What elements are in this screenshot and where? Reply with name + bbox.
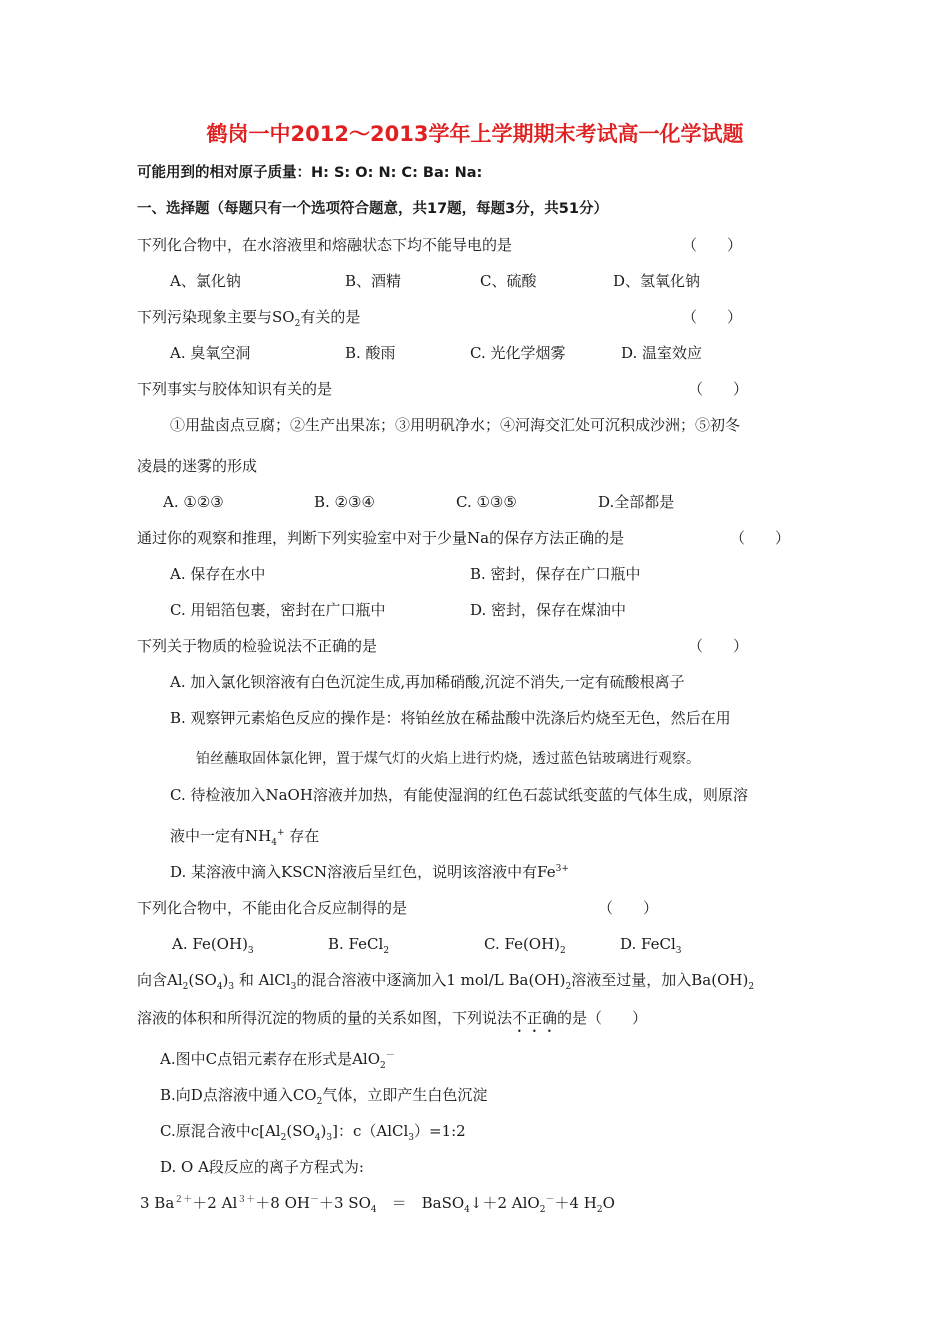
q4-option-c: C. 用铝箔包裹，密封在广口瓶中 [170, 601, 386, 619]
q1-option-a: A、氯化钠 [170, 272, 241, 290]
q3-body-line1: ①用盐卤点豆腐；②生产出果冻；③用明矾净水；④河海交汇处可沉积成沙洲；⑤初冬 [170, 416, 741, 434]
q3-stem: 下列事实与胶体知识有关的是 [137, 380, 333, 398]
q3-option-d: D.全部都是 [598, 493, 675, 511]
q5-stem: 下列关于物质的检验说法不正确的是 [137, 637, 378, 655]
q7-option-d: D. O A段反应的离子方程式为: [160, 1158, 364, 1176]
q5-option-d: D. 某溶液中滴入KSCN溶液后呈红色，说明该溶液中有$Fe^{3+}$ [170, 863, 569, 881]
atomic-masses: 可能用到的相对原子质量：H: S: O: N: C: Ba: Na: [137, 165, 483, 181]
q2-answer-paren: （ ） [682, 308, 743, 326]
q5-option-a: A. 加入氯化钡溶液有白色沉淀生成,再加稀硝酸,沉淀不消失,一定有硫酸根离子 [170, 673, 685, 691]
q2-option-a: A. 臭氧空洞 [170, 344, 251, 362]
q1-option-c: C、硫酸 [480, 272, 537, 290]
q6-option-d: D. FeCl$_3$ [620, 935, 682, 956]
q3-option-b: B. ②③④ [314, 493, 375, 511]
q7-ionic-equation: 3 $Ba^{2+}+2$ $Al^{3+}+8$ OH－＋3 $SO_4$ ＝ BaSO$_4$↓＋2 AlO$_2$－＋4 $H_2O$ [140, 1194, 615, 1215]
q7-option-b: B.向D点溶液中通入$CO_2$气体，立即产生白色沉淀 [160, 1086, 488, 1107]
q6-option-a: A. $Fe(OH)_3$ [172, 935, 254, 956]
q7-stem-line2: 溶液的体积和所得沉淀的物质的量的关系如图，下列说法不正确的是（ ） [137, 1009, 648, 1027]
q4-stem: 通过你的观察和推理，判断下列实验室中对于少量Na的保存方法正确的是 [137, 529, 625, 547]
q3-body-line2: 凌晨的迷雾的形成 [137, 457, 258, 475]
q7-option-c: C.原混合液中$c[Al_2(SO_4)_3]$：c（AlCl$_3$）=1:2 [160, 1122, 466, 1143]
q4-option-d: D. 密封，保存在煤油中 [470, 601, 627, 619]
section-heading: 一、选择题（每题只有一个选项符合题意，共17题，每题3分，共51分） [137, 201, 608, 217]
q2-option-d: D. 温室效应 [621, 344, 703, 362]
q2-stem: 下列污染现象主要与$SO_2$有关的是 [137, 308, 361, 329]
q4-answer-paren: （ ） [730, 529, 791, 547]
q2-option-b: B. 酸雨 [345, 344, 396, 362]
q5-option-c-line2: 液中一定有$NH_4^+$ 存在 [170, 827, 320, 848]
q5-answer-paren: （ ） [688, 637, 749, 655]
q1-option-b: B、酒精 [345, 272, 402, 290]
q6-answer-paren: （ ） [598, 899, 659, 917]
q1-stem: 下列化合物中，在水溶液里和熔融状态下均不能导电的是 [137, 236, 513, 254]
q4-option-b: B. 密封，保存在广口瓶中 [470, 565, 641, 583]
q5-option-b-line1: B. 观察钾元素焰色反应的操作是：将铂丝放在稀盐酸中洗涤后灼烧至无色，然后在用 [170, 709, 731, 727]
q7-stem-line1: 向含$Al_2(SO_4)_3$ 和 AlCl$_3$的混合溶液中逐滴加入1 mol/L $Ba(OH)_2$溶液至过量，加入$Ba(OH)_2$ [137, 971, 755, 992]
q6-stem: 下列化合物中，不能由化合反应制得的是 [137, 899, 408, 917]
q7-option-a: A.图中C点铝元素存在形式是AlO$_2$－ [160, 1050, 395, 1071]
q6-option-c: C. $Fe(OH)_2$ [484, 935, 566, 956]
q5-option-c-line1: C. 待检液加入NaOH溶液并加热，有能使湿润的红色石蕊试纸变蓝的气体生成，则原溶 [170, 786, 748, 804]
q3-answer-paren: （ ） [688, 380, 749, 398]
page-title: 鹤岗一中2012～2013学年上学期期末考试高一化学试题 [206, 122, 744, 146]
q2-option-c: C. 光化学烟雾 [470, 344, 566, 362]
q4-option-a: A. 保存在水中 [170, 565, 266, 583]
q1-answer-paren: （ ） [682, 236, 743, 254]
q5-option-b-line2: 铂丝蘸取固体氯化钾，置于煤气灯的火焰上进行灼烧，透过蓝色钴玻璃进行观察。 [196, 751, 700, 767]
q3-option-c: C. ①③⑤ [456, 493, 517, 511]
q1-option-d: D、氢氧化钠 [613, 272, 701, 290]
q6-option-b: B. FeCl$_2$ [328, 935, 390, 956]
q3-option-a: A. ①②③ [163, 493, 224, 511]
